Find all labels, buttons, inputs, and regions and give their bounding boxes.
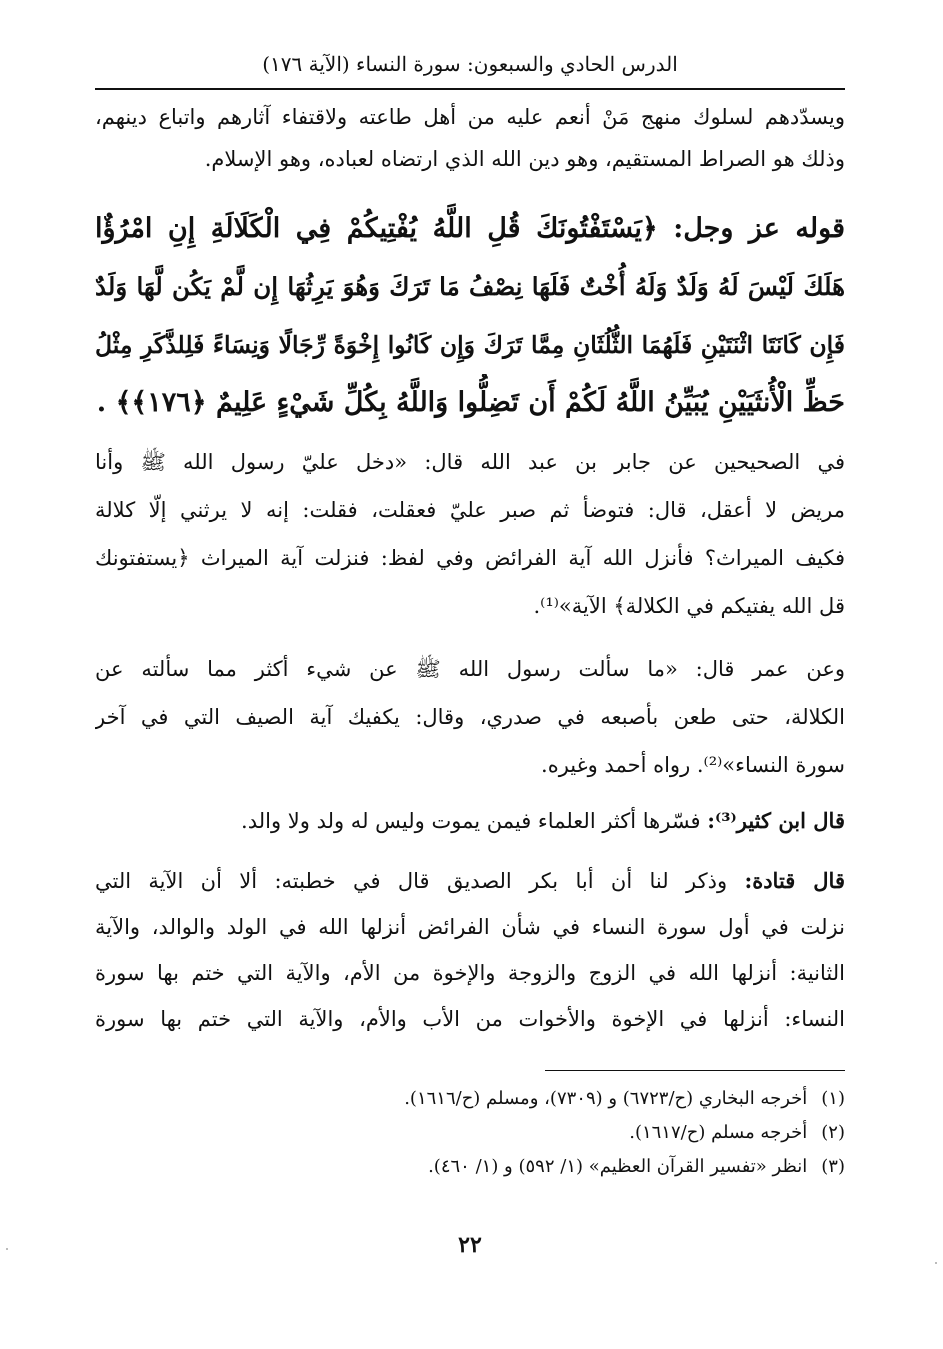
text-line: قل الله يفتيكم في الكلالة﴾ الآية»⁽¹⁾. — [533, 594, 845, 618]
footnote-number: (٣) — [821, 1156, 845, 1177]
footnote-rule — [545, 1070, 845, 1071]
verse-line: حَظِّ الْأُنثَيَيْنِ يُبَيِّنُ اللَّهُ لَكُمْ أَن تَضِلُّوا وَاللَّهُ بِكُلِّ شَيْءٍ عَلِيمٌ ﴿١٧٦﴾﴾ . — [96, 387, 845, 418]
qatada-first-line: وذكر لنا أن أبا بكر الصديق قال في خطبته: ألا أن الآية التي — [95, 869, 745, 893]
header-rule — [95, 88, 845, 90]
intro-paragraph — [95, 96, 845, 180]
scan-speck — [6, 1248, 8, 1250]
ibn-kathir-text: فسّرها أكثر العلماء فيمن يموت وليس له ولد ولا والد. — [241, 809, 708, 833]
footnote-text: أخرجه البخاري (ح/٦٧٢٣) و (٧٣٠٩)، ومسلم (ح/١٦١٦). — [404, 1088, 808, 1109]
footnote-text: انظر «تفسير القرآن العظيم» (١/ ٥٩٢) و (١/ ٤٦٠). — [428, 1156, 808, 1177]
scan-speck — [935, 1262, 937, 1264]
text-line: النساء: أنزلها في الإخوة والأخوات من الأب والأم، والآية التي ختم بها سورة — [95, 1007, 845, 1031]
text-line — [95, 858, 845, 904]
text-line: فكيف الميراث؟ فأنزل الله آية الفرائض وفي لفظ: فنزلت آية الميراث ﴿يستفتونك — [95, 546, 845, 570]
verse-paragraph — [95, 200, 845, 432]
ibn-kathir-label: قال ابن كثير⁽³⁾: — [707, 808, 845, 833]
running-header: الدرس الحادي والسبعون: سورة النساء (الآية ١٧٦) — [262, 52, 678, 76]
verse-line: هَلَكَ لَيْسَ لَهُ وَلَدٌ وَلَهُ أُخْتٌ فَلَهَا نِصْفُ مَا تَرَكَ وَهُوَ يَرِثُهَا إِن لَّمْ يَكُن لَّهَا وَلَدٌ — [95, 272, 845, 301]
text-line: في الصحيحين عن جابر بن عبد الله قال: «دخل عليّ رسول الله ﷺ وأنا — [95, 450, 845, 474]
footnote-text: أخرجه مسلم (ح/١٦١٧). — [629, 1122, 808, 1143]
ibn-kathir-paragraph — [95, 797, 845, 845]
text-line: سورة النساء»⁽²⁾. رواه أحمد وغيره. — [541, 753, 845, 777]
text-line: وعن عمر قال: «ما سألت رسول الله ﷺ عن شيء أكثر مما سألته عن — [95, 657, 845, 681]
footnote-number: (٢) — [821, 1122, 845, 1143]
text-line — [95, 797, 845, 845]
text-line: الثانية: أنزلها الله في الزوج والزوجة والإخوة من الأم، والآية التي ختم بها سورة — [95, 961, 845, 985]
hadith-umar-paragraph — [95, 645, 845, 789]
footnote — [95, 1116, 845, 1150]
text-line: الكلالة، حتى طعن بأصبعه في صدري، وقال: يكفيك آية الصيف التي في آخر — [95, 705, 845, 729]
hadith-jabir-paragraph — [95, 438, 845, 630]
text-line: ويسدّدهم لسلوك منهج مَنْ أنعم عليه من أهل طاعته ولاقتفاء آثارهم واتباع دينهم، — [95, 105, 845, 129]
verse-line: فَإِن كَانَتَا اثْنَتَيْنِ فَلَهُمَا الثُّلُثَانِ مِمَّا تَرَكَ وَإِن كَانُوا إِخْوَةً رِّجَالًا وَنِسَاءً فَلِلذَّكَرِ مِثْلُ — [95, 331, 845, 359]
text-line: مريض لا أعقل، قال: فتوضأ ثم صبر عليّ فعقلت، فقلت: إنه لا يرثني إلّا كلالة — [95, 498, 845, 522]
qatada-paragraph — [95, 858, 845, 1042]
verse-line: قوله عز وجل: ﴿يَسْتَفْتُونَكَ قُلِ اللَّهُ يُفْتِيكُمْ فِي الْكَلَالَةِ إِنِ امْرُؤٌا — [95, 213, 845, 244]
text-line: وذلك هو الصراط المستقيم، وهو دين الله الذي ارتضاه لعباده، وهو الإسلام. — [204, 147, 845, 171]
footnotes — [95, 1082, 845, 1184]
footnote — [95, 1150, 845, 1184]
qatada-label: قال قتادة: — [744, 868, 845, 893]
footnote-number: (١) — [821, 1088, 845, 1109]
page-number: ٢٢ — [458, 1232, 482, 1258]
footnote — [95, 1082, 845, 1116]
text-line: نزلت في أول سورة النساء في شأن الفرائض أنزلها الله في الولد والوالد، والآية — [95, 915, 845, 939]
